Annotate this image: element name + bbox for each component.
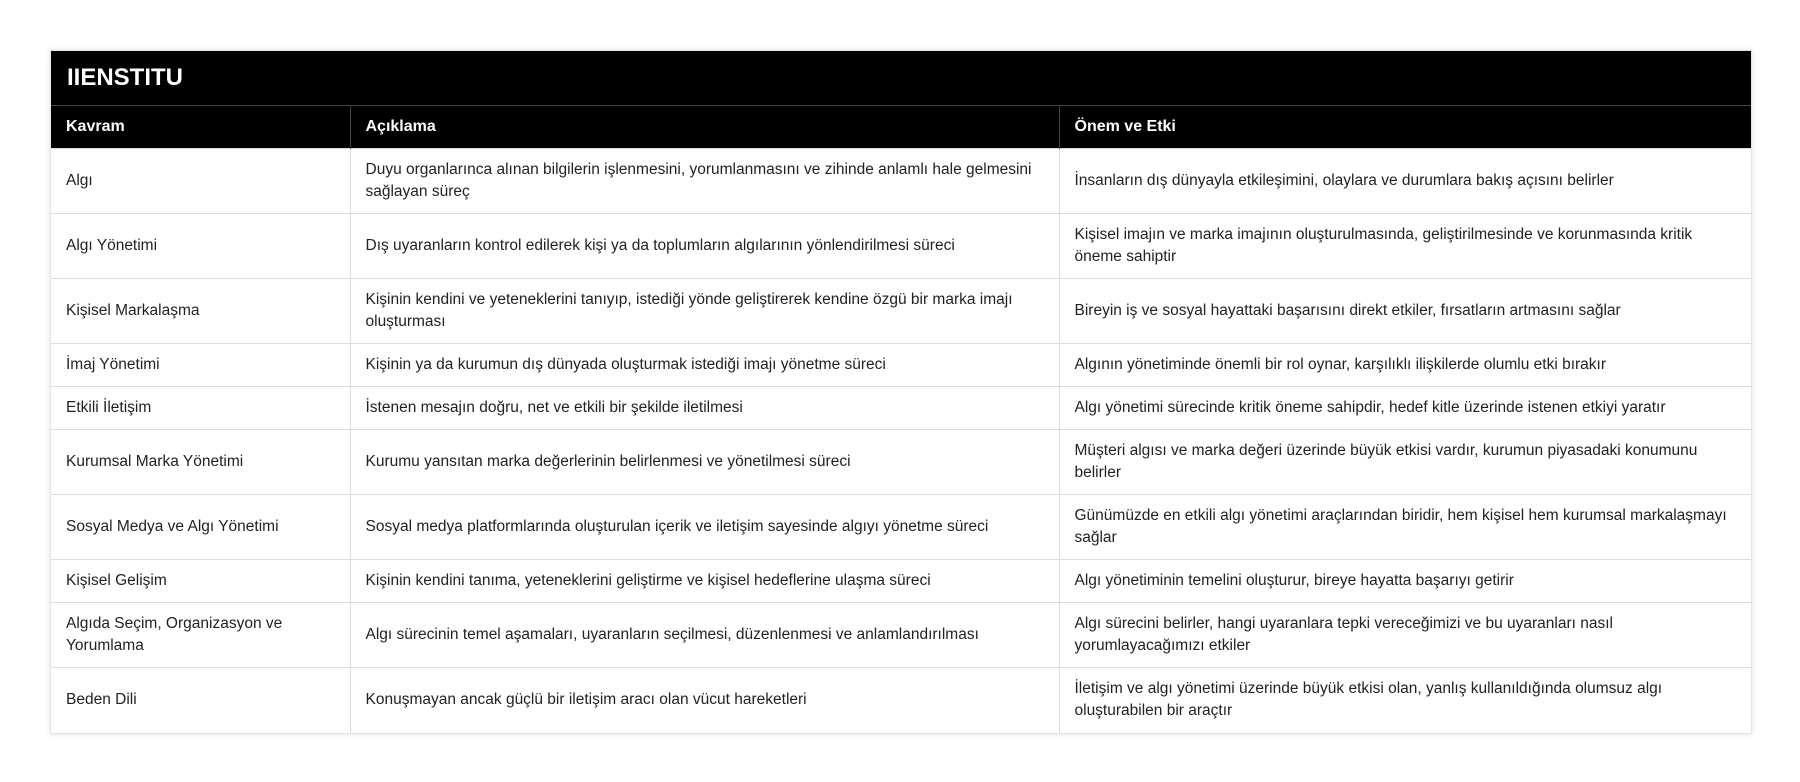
table-title: IIENSTITU xyxy=(51,51,1751,105)
cell-kavram: Beden Dili xyxy=(51,668,350,733)
cell-onem-ve-etki: Müşteri algısı ve marka değeri üzerinde büyük etkisi vardır, kurumun piyasadaki konumunu belirler xyxy=(1059,430,1751,495)
cell-aciklama: Kişinin ya da kurumun dış dünyada oluşturmak istediği imajı yönetme süreci xyxy=(350,344,1059,387)
cell-onem-ve-etki: Algı yönetimi sürecinde kritik öneme sahipdir, hedef kitle üzerinde istenen etkiyi yaratır xyxy=(1059,387,1751,430)
cell-onem-ve-etki: İletişim ve algı yönetimi üzerinde büyük etkisi olan, yanlış kullanıldığında olumsuz algı oluşturabilen bir araçtır xyxy=(1059,668,1751,733)
cell-kavram: Algı Yönetimi xyxy=(51,214,350,279)
table-row xyxy=(51,603,1751,668)
cell-kavram: Algı xyxy=(51,149,350,214)
table-row xyxy=(51,149,1751,214)
cell-onem-ve-etki: Bireyin iş ve sosyal hayattaki başarısını direkt etkiler, fırsatların artmasını sağlar xyxy=(1059,279,1751,344)
cell-kavram: Kişisel Gelişim xyxy=(51,560,350,603)
cell-onem-ve-etki: Algı yönetiminin temelini oluşturur, bireye hayatta başarıyı getirir xyxy=(1059,560,1751,603)
table-row xyxy=(51,344,1751,387)
table-row xyxy=(51,668,1751,733)
cell-onem-ve-etki: Algı sürecini belirler, hangi uyaranlara tepki vereceğimizi ve bu uyaranları nasıl yorumlayacağımızı etkiler xyxy=(1059,603,1751,668)
cell-aciklama: Duyu organlarınca alınan bilgilerin işlenmesini, yorumlanmasını ve zihinde anlamlı hale gelmesini sağlayan süreç xyxy=(350,149,1059,214)
cell-kavram: Kişisel Markalaşma xyxy=(51,279,350,344)
cell-aciklama: Sosyal medya platformlarında oluşturulan içerik ve iletişim sayesinde algıyı yönetme süreci xyxy=(350,495,1059,560)
column-header-onem-ve-etki: Önem ve Etki xyxy=(1059,106,1751,149)
cell-onem-ve-etki: Kişisel imajın ve marka imajının oluşturulmasında, geliştirilmesinde ve korunmasında kritik öneme sahiptir xyxy=(1059,214,1751,279)
table-row xyxy=(51,279,1751,344)
column-header-aciklama: Açıklama xyxy=(350,106,1059,149)
cell-onem-ve-etki: Algının yönetiminde önemli bir rol oynar, karşılıklı ilişkilerde olumlu etki bırakır xyxy=(1059,344,1751,387)
table-container xyxy=(50,50,1752,734)
table-row xyxy=(51,214,1751,279)
cell-aciklama: Kurumu yansıtan marka değerlerinin belirlenmesi ve yönetilmesi süreci xyxy=(350,430,1059,495)
cell-aciklama: Kişinin kendini tanıma, yeteneklerini geliştirme ve kişisel hedeflerine ulaşma süreci xyxy=(350,560,1059,603)
cell-kavram: İmaj Yönetimi xyxy=(51,344,350,387)
cell-aciklama: İstenen mesajın doğru, net ve etkili bir şekilde iletilmesi xyxy=(350,387,1059,430)
column-header-kavram: Kavram xyxy=(51,106,350,149)
concept-table xyxy=(51,105,1751,733)
table-row xyxy=(51,560,1751,603)
cell-kavram: Sosyal Medya ve Algı Yönetimi xyxy=(51,495,350,560)
cell-aciklama: Dış uyaranların kontrol edilerek kişi ya da toplumların algılarının yönlendirilmesi süreci xyxy=(350,214,1059,279)
header-row xyxy=(51,106,1751,149)
cell-aciklama: Konuşmayan ancak güçlü bir iletişim aracı olan vücut hareketleri xyxy=(350,668,1059,733)
cell-kavram: Algıda Seçim, Organizasyon ve Yorumlama xyxy=(51,603,350,668)
table-row xyxy=(51,495,1751,560)
cell-kavram: Etkili İletişim xyxy=(51,387,350,430)
cell-aciklama: Algı sürecinin temel aşamaları, uyaranların seçilmesi, düzenlenmesi ve anlamlandırılması xyxy=(350,603,1059,668)
cell-kavram: Kurumsal Marka Yönetimi xyxy=(51,430,350,495)
cell-onem-ve-etki: Günümüzde en etkili algı yönetimi araçlarından biridir, hem kişisel hem kurumsal markalaşmayı sağlar xyxy=(1059,495,1751,560)
table-row xyxy=(51,387,1751,430)
cell-onem-ve-etki: İnsanların dış dünyayla etkileşimini, olaylara ve durumlara bakış açısını belirler xyxy=(1059,149,1751,214)
table-row xyxy=(51,430,1751,495)
cell-aciklama: Kişinin kendini ve yeteneklerini tanıyıp, istediği yönde geliştirerek kendine özgü bir marka imajı oluşturması xyxy=(350,279,1059,344)
